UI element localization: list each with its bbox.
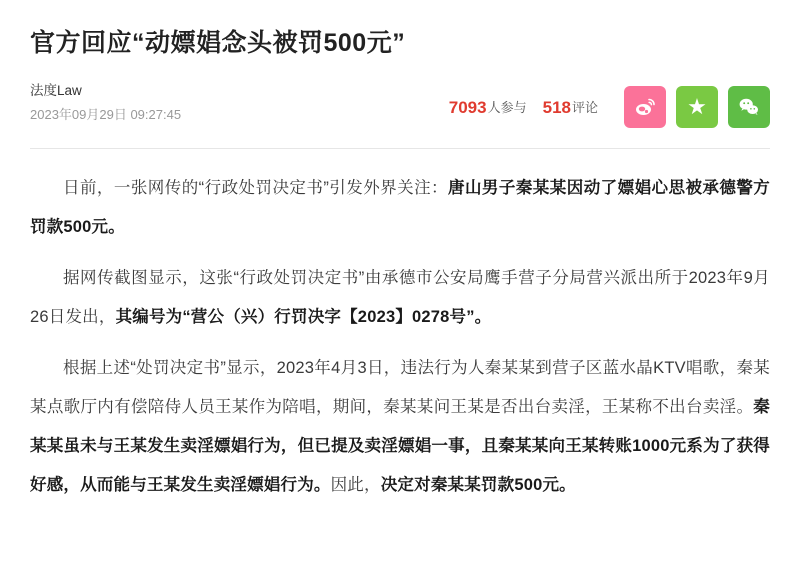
- article-body: [30, 169, 770, 505]
- emphasized-text: 决定对秦某某罚款500元。: [380, 476, 576, 494]
- participants-stat: [449, 97, 527, 118]
- page-title: 官方回应“动嫖娼念头被罚500元”: [30, 29, 406, 57]
- article-paragraph: [30, 259, 770, 337]
- participants-label: 人参与: [487, 99, 527, 115]
- article-paragraph: [30, 349, 770, 505]
- article-paragraph: [30, 169, 770, 247]
- header-divider: [30, 148, 770, 149]
- body-text: 根据上述“处罚决定书”显示，2023年4月3日，违法行为人秦某某到营子区蓝水晶KTV唱歌，秦某某点歌厅内有偿陪侍人员王某作为陪唱，期间，秦某某问王某是否出台卖淫，王某称不出台卖淫。: [30, 359, 770, 416]
- share-wechat-button[interactable]: [728, 86, 770, 128]
- comments-count: 518: [542, 97, 571, 117]
- body-text: 日前，一张网传的“行政处罚决定书”引发外界关注：: [63, 179, 449, 197]
- weibo-icon: [633, 95, 657, 119]
- star-icon: ★: [687, 94, 707, 119]
- publish-date: 2023年09月29日 09:27:45: [30, 107, 182, 122]
- body-text: 据网传截图显示，这张“行政处罚决定书”由承德市公安局鹰手营子分局营兴派出所于2023年9月26日发出，: [30, 269, 770, 326]
- emphasized-text: 秦某某虽未与王某发生卖淫嫖娼行为，但已提及卖淫嫖娼一事，且秦某某向王某转账1000元系为了获得好感，从而能与王某发生卖淫嫖娼行为。: [30, 398, 770, 494]
- body-text: 因此，: [330, 476, 381, 494]
- share-weibo-button[interactable]: [624, 86, 666, 128]
- article-meta: [30, 82, 770, 140]
- emphasized-text: 唐山男子秦某某因动了嫖娼心思被承德警方罚款500元。: [30, 179, 770, 236]
- emphasized-text: 其编号为“营公（兴）行罚决字【2023】0278号”。: [115, 308, 492, 326]
- wechat-icon: [737, 95, 761, 119]
- participants-count: 7093: [448, 97, 487, 117]
- share-favorite-button[interactable]: [676, 86, 718, 128]
- comments-label: 评论: [571, 99, 598, 115]
- source-name[interactable]: 法度Law: [30, 83, 82, 98]
- comments-stat[interactable]: [543, 97, 598, 118]
- stats-and-share: [449, 86, 770, 128]
